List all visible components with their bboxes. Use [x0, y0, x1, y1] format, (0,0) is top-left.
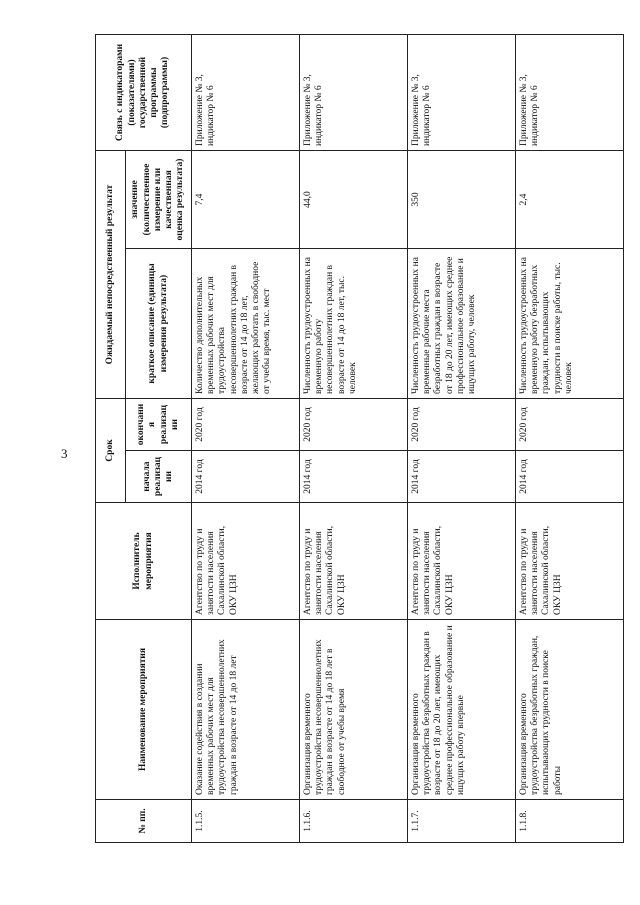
result-description: Численность трудоустроенных на временную работу несовершеннолетних граждан в возрасте от 14 до 18 лет, тыс. человек [300, 249, 408, 399]
header-term: Срок [96, 399, 126, 503]
indicator-link: Приложение № 3, индикатор № 6 [192, 35, 300, 151]
indicator-link: Приложение № 3, индикатор № 6 [300, 35, 408, 151]
header-term-end: окончания реализации [126, 399, 192, 451]
table-row [516, 35, 624, 843]
page-number: 3 [61, 446, 68, 461]
header-link: Связь с индикаторами (показателями) государственной программы (подпрограммы) [96, 35, 192, 151]
rotated-table-container [95, 35, 623, 843]
end-year: 2020 год [408, 399, 516, 451]
table-row [192, 35, 300, 843]
end-year: 2020 год [300, 399, 408, 451]
result-description: Количество дополнительных временных рабочих мест для трудоустройства несовершеннолетних граждан в возрасте от 14 до 18 лет, желающих работать в свободное от учебы время, тыс. мест [192, 249, 300, 399]
header-term-start: начала реализации [126, 451, 192, 503]
result-value: 350 [408, 151, 516, 249]
indicator-link: Приложение № 3, индикатор № 6 [408, 35, 516, 151]
header-result-desc: краткое описание (единицы измерения результата) [126, 249, 192, 399]
table-row [408, 35, 516, 843]
measure-name: Оказание содействия в создании временных рабочих мест для трудоустройства несовершеннолетних граждан в возрасте от 14 до 18 лет [192, 620, 300, 800]
header-executor: Исполнитель мероприятия [96, 503, 192, 620]
header-result: Ожидаемый непосредственный результат [96, 151, 126, 399]
indicator-link: Приложение № 3, индикатор № 6 [516, 35, 624, 151]
row-number: 1.1.8. [516, 800, 624, 843]
row-number: 1.1.6. [300, 800, 408, 843]
executor-cell: Агентство по труду и занятости населения Сахалинской области, ОКУ ЦЗН [516, 503, 624, 620]
measure-name: Организация временного трудоустройства безработных граждан в возрасте от 18 до 20 лет, имеющих среднее профессиональное образование и ищущих работу впервые [408, 620, 516, 800]
header-row-1 [96, 35, 126, 843]
table-row [300, 35, 408, 843]
end-year: 2020 год [192, 399, 300, 451]
result-value: 44,0 [300, 151, 408, 249]
executor-cell: Агентство по труду и занятости населения Сахалинской области, ОКУ ЦЗН [408, 503, 516, 620]
measure-name: Организация временного трудоустройства безработных граждан, испытывающих трудности в поиске работы [516, 620, 624, 800]
measures-table [95, 34, 624, 843]
start-year: 2014 год [516, 451, 624, 503]
result-description: Численность трудоустроенных на временные рабочие места безработных граждан в возрасте от 18 до 20 лет, имеющих среднее профессиональное образование и ищущих работу, человек [408, 249, 516, 399]
row-number: 1.1.5. [192, 800, 300, 843]
end-year: 2020 год [516, 399, 624, 451]
start-year: 2014 год [408, 451, 516, 503]
header-result-value: значение (количественное измерение или качественная оценка результата) [126, 151, 192, 249]
start-year: 2014 год [300, 451, 408, 503]
row-number: 1.1.7. [408, 800, 516, 843]
executor-cell: Агентство по труду и занятости населения Сахалинской области, ОКУ ЦЗН [192, 503, 300, 620]
result-value: 2,4 [516, 151, 624, 249]
start-year: 2014 год [192, 451, 300, 503]
result-description: Численность трудоустроенных на временную работу безработных граждан, испытывающих трудности в поиске работы, тыс. человек [516, 249, 624, 399]
header-no: № пп. [96, 800, 192, 843]
executor-cell: Агентство по труду и занятости населения Сахалинской области, ОКУ ЦЗН [300, 503, 408, 620]
result-value: 7,4 [192, 151, 300, 249]
header-name: Наименование мероприятия [96, 620, 192, 800]
measure-name: Организация временного трудоустройства несовершеннолетних граждан в возрасте от 14 до 18 лет в свободное от учебы время [300, 620, 408, 800]
